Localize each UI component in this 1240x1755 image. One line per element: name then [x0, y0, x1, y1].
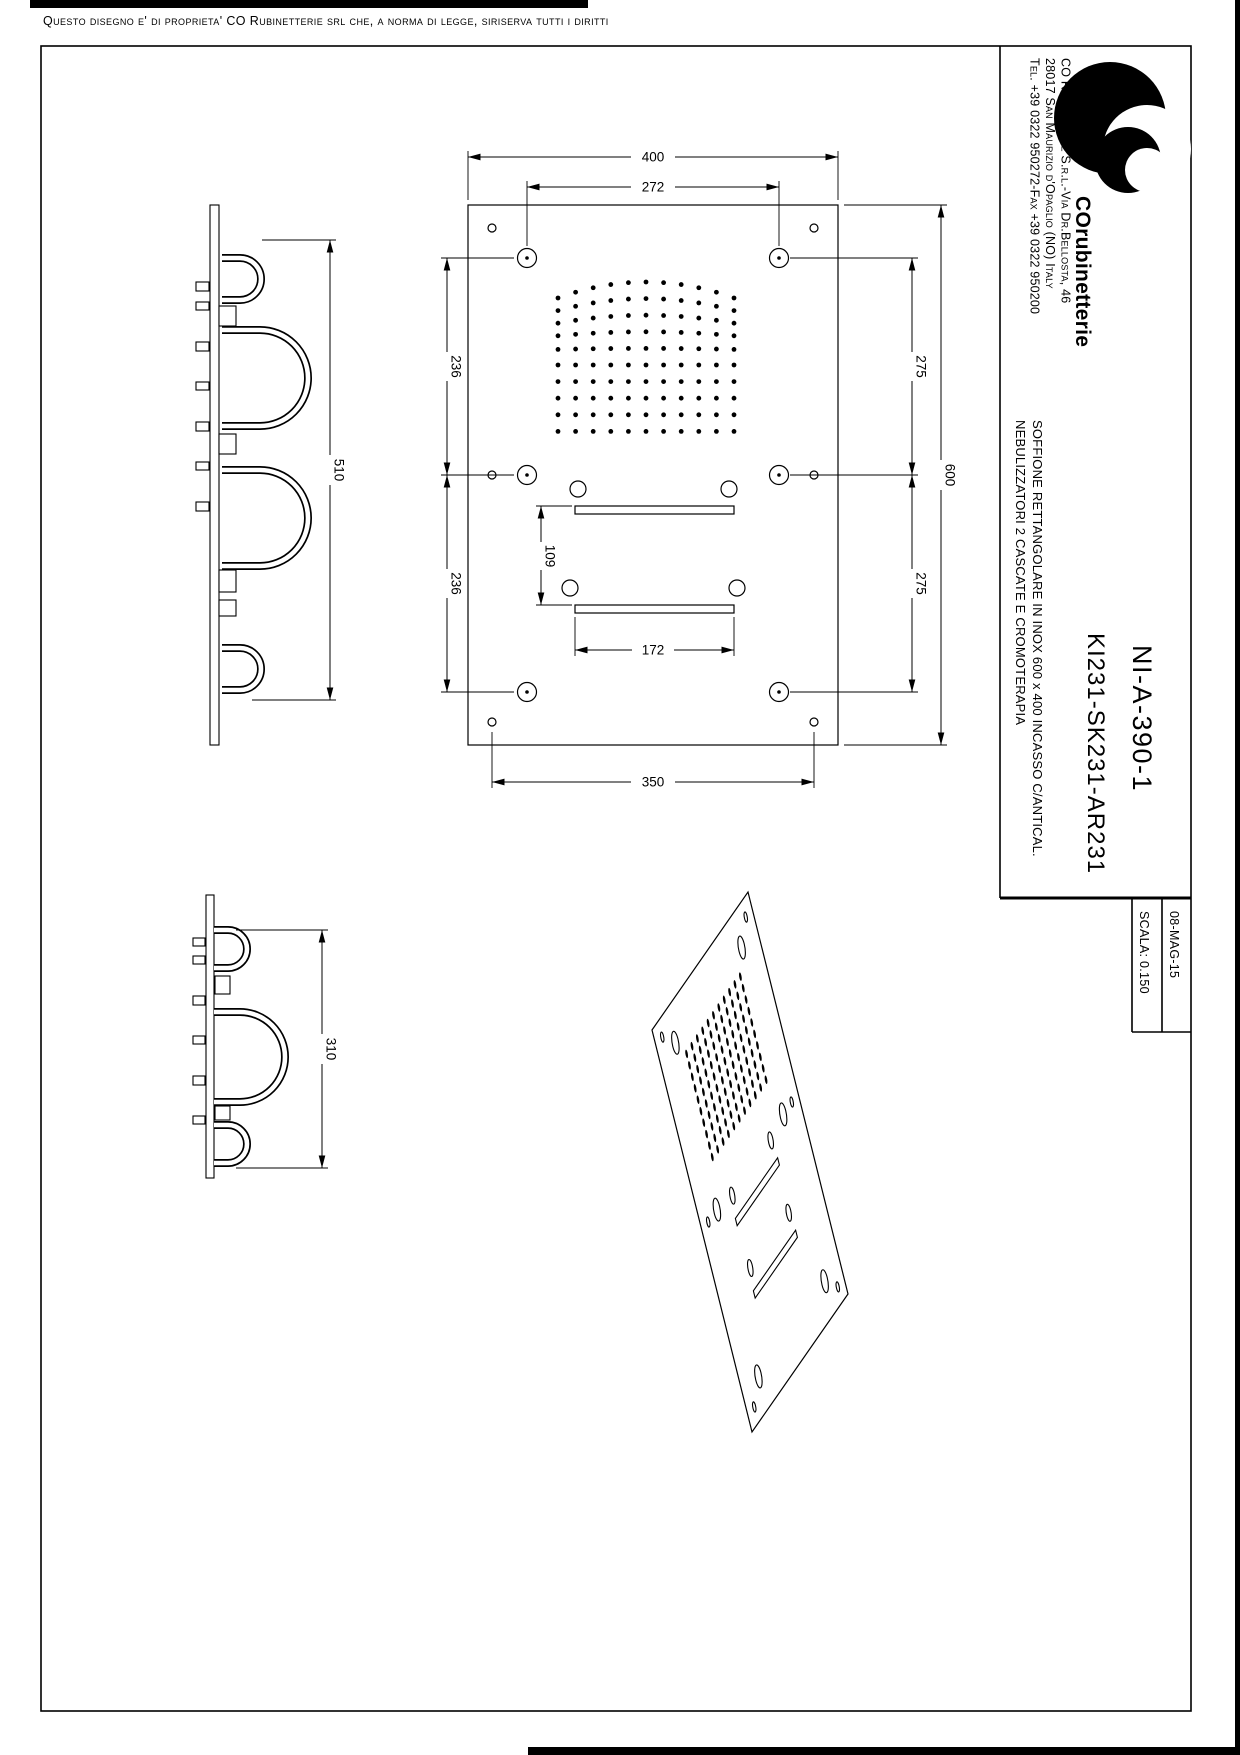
dim-front-hole-spacing-top: 272 — [641, 179, 665, 195]
dim-front-overall-width: 400 — [641, 149, 665, 165]
side-view-lower — [193, 895, 339, 1178]
dim-front-cascade-gap: 109 — [542, 544, 558, 568]
side-view-upper — [196, 205, 347, 745]
product-description — [1012, 420, 1046, 857]
drawing-number: NI-A-390-1 — [1127, 645, 1157, 793]
cascade-slots — [562, 481, 745, 613]
product-code: KI231-SK231-AR231 — [1082, 633, 1109, 875]
dim-front-cascade-width: 172 — [641, 642, 665, 658]
company-address-line: CO Rubinetterie S.r.l.-Via Dr.Bellosta, 46 — [1058, 58, 1073, 304]
company-logo-text: COrubinetterie — [1071, 196, 1094, 348]
dim-front-right-lower: 275 — [913, 572, 929, 595]
dim-front-screw-spacing-bottom: 350 — [641, 774, 665, 790]
iso-plate-outline — [652, 892, 848, 1432]
dim-front-left-lower: 236 — [448, 572, 464, 595]
side-lower-plate — [206, 895, 214, 1178]
dim-front-right-upper: 275 — [913, 355, 929, 378]
front-mounting-holes — [518, 249, 789, 702]
drawing-scale: SCALA: 0.150 — [1137, 911, 1151, 994]
front-view — [441, 150, 958, 790]
isometric-view — [652, 892, 848, 1432]
side-upper-plate — [210, 205, 219, 745]
dim-front-overall-height: 600 — [942, 463, 958, 487]
nozzle-grid — [556, 280, 737, 434]
company-address — [1026, 58, 1073, 314]
property-disclaimer: Questo disegno e' di proprieta' CO Rubinetterie srl che, a norma di legge, siriserva tutti i diritti — [43, 14, 609, 28]
product-description-line: SOFFIONE RETTANGOLARE IN INOX 600 x 400 INCASSO C/ANTICAL. — [1030, 420, 1045, 857]
drawing-date: 08-MAG-15 — [1167, 911, 1181, 979]
side-lower-pipes — [214, 930, 285, 1163]
product-description-line: NEBULIZZATORI 2 CASCATE E CROMOTERAPIA — [1013, 420, 1028, 726]
company-logo-icon — [1054, 62, 1191, 193]
company-address-line: Tel. +39 0322 950272-Fax +39 0322 950200 — [1027, 58, 1042, 315]
dim-side-upper-depth: 510 — [331, 458, 347, 482]
company-address-line: 28017 San Maurizio d'Opaglio (NO) Italy — [1043, 58, 1057, 289]
dim-front-left-upper: 236 — [448, 355, 464, 378]
dim-side-lower-depth: 310 — [323, 1037, 339, 1061]
